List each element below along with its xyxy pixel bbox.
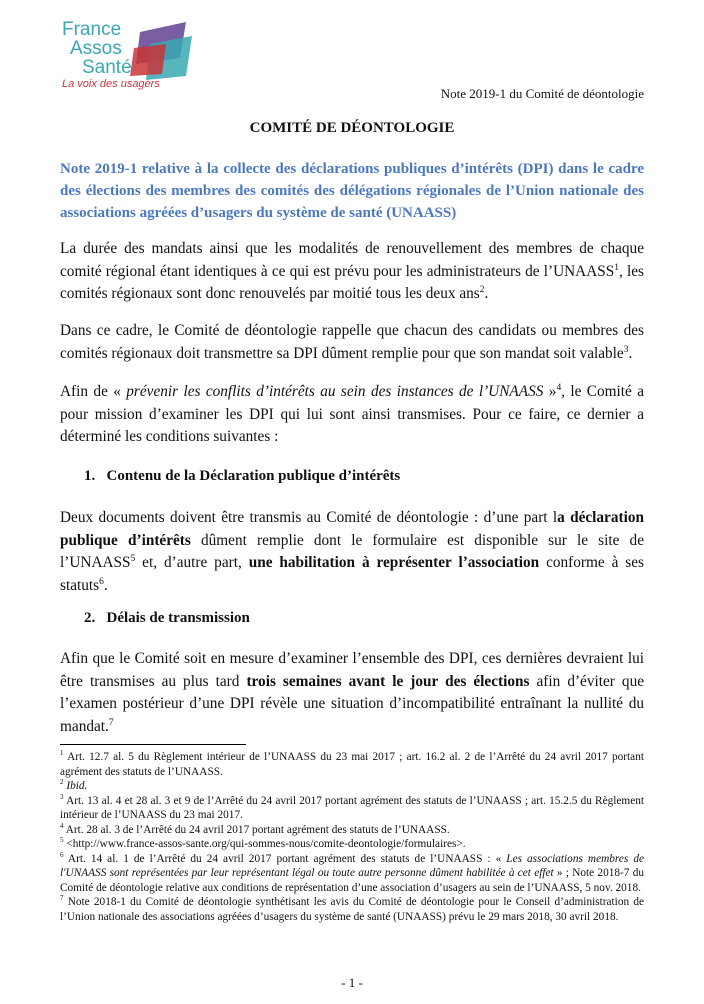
paragraph-3: Afin de « prévenir les conflits d’intérêts au sein des instances de l’UNAASS »$^4$, le Comité a pour mission d’examiner les DPI qui lui sont ainsi transmises. Pour ce faire, ce dernier a déterminé les conditions suivantes : [60, 382, 644, 445]
footnote-ref-4[interactable]: 4 [556, 382, 562, 393]
footnote-ref-2[interactable]: 2 [479, 284, 485, 295]
footnote-1: $^1$ Art. 12.7 al. 5 du Règlement intérieur de l’UNAASS du 23 mai 2017 ; art. 16.2 al. 2 de l’Arrêté du 24 avril 2017 portant agrément des statuts de l’UNAASS. [60, 749, 644, 778]
note-subject: Note 2019-1 relative à la collecte des déclarations publiques d’intérêts (DPI) dans le cadre des élections des membres des comités des délégations régionales de l’Union nationale des associations agréées d’usagers du système de santé (UNAASS) [60, 161, 644, 221]
paragraph-4: Deux documents doivent être transmis au Comité de déontologie : d’une part la déclaration publique d’intérêts dûment remplie dont le formulaire est disponible sur le site de l’UNAASS$^5$ et, d’autre part, une habilitation à représenter l’association conforme à ses statuts$^6$. [60, 509, 644, 594]
footnote-6: $^6$ Art. 14 al. 1 de l’Arrêté du 24 avril 2017 portant agrément des statuts de l’UNAASS : « Les associations membres de l'UNAASS sont représentées par leur représentant légal ou toute autre personne dûment habilitée à cet effet » ; Note 2018-7 du Comité de déontologie relative aux conditions de représentation d’une association d’usagers au sein de l’UNAASS, 5 nov. 2018. [60, 850, 644, 894]
paragraph-1: La durée des mandats ainsi que les modalités de renouvellement des membres de chaque comité régional étant identiques à ce qui est prévu pour les administrateurs de l’UNAASS$^1$, les comités régionaux sont donc renouvelés par moitié tous les deux ans$^2$. [60, 240, 644, 302]
footnote-ref-1[interactable]: 1 [614, 262, 620, 273]
header-reference: Note 2019-1 du Comité de déontologie [440, 86, 644, 101]
section-heading-1: 1. Contenu de la Déclaration publique d’intérêts [84, 468, 401, 484]
section-heading-2: 2. Délais de transmission [84, 610, 250, 626]
logo-tagline: La voix des usagers [62, 78, 160, 90]
france-assos-sante-logo [62, 18, 202, 96]
logo-line-1: France [62, 19, 122, 40]
footnote-link[interactable]: <http://www.france-assos-sante.org/qui-sommes-nous/comite-deontologie/formulaires>. [63, 838, 466, 850]
footnote-2: $^2$ Ibid. [60, 778, 88, 792]
paragraph-2: Dans ce cadre, le Comité de déontologie rappelle que chacun des candidats ou membres des comités régionaux doit transmettre sa DPI dûment remplie pour que son mandat soit valable$^3$. [60, 322, 644, 362]
page-number: - 1 - [341, 975, 363, 990]
footnote-ref-3[interactable]: 3 [623, 344, 629, 355]
footnote-5: $^5$ <http://www.france-assos-sante.org/qui-sommes-nous/comite-deontologie/formulaires>. [60, 836, 466, 850]
footnote-separator [60, 744, 246, 745]
footnotes [60, 750, 644, 924]
document-title: COMITÉ DE DÉONTOLOGIE [249, 120, 455, 136]
paragraph-5: Afin que le Comité soit en mesure d’examiner l’ensemble des DPI, ces dernières devraient lui être transmises au plus tard trois semaines avant le jour des élections afin d’éviter que l’examen postérieur d’une DPI révèle une situation d’incompatibilité entraînant la nullité du mandat.$^7$ [60, 650, 645, 735]
logo-line-3: Santé [82, 57, 132, 78]
footnote-4: $^4$ Art. 28 al. 3 de l’Arrêté du 24 avril 2017 portant agrément des statuts de l’UNAASS. [60, 821, 450, 836]
logo-line-2: Assos [70, 38, 122, 59]
footnote-3: $^3$ Art. 13 al. 4 et 28 al. 3 et 9 de l’Arrêté du 24 avril 2017 portant agrément des statuts de l’UNAASS ; art. 15.2.5 du Règlement intérieur de l’UNAASS du 23 mai 2017. [60, 792, 644, 821]
footnote-ref-6[interactable]: 6 [99, 576, 104, 587]
footnote-7: $^7$ Note 2018-1 du Comité de déontologie synthétisant les avis du Comité de déontologie pour le Conseil d’administration de l’Union nationale des associations agréées d’usagers du système de santé (UNAASS) prévu le 29 mars 2018, 30 avril 2018. [60, 894, 644, 923]
footnote-ref-5[interactable]: 5 [130, 553, 136, 564]
footnote-ref-7[interactable]: 7 [108, 717, 114, 728]
